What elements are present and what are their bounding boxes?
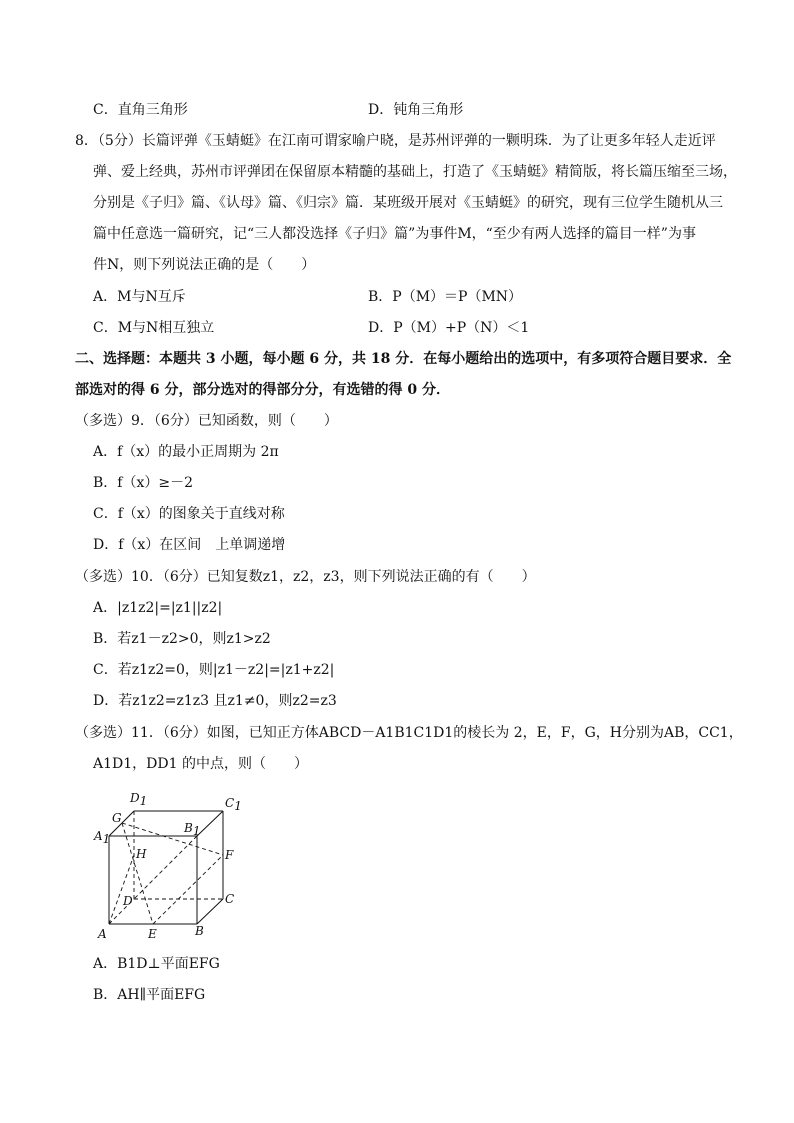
section-2-heading-line-2: 部选对的得 6 分，部分选对的得部分分，有选错的得 0 分． bbox=[75, 382, 450, 398]
q10-option-a: A．|z1z2|=|z1||z2| bbox=[93, 600, 223, 616]
label-h: H bbox=[136, 847, 147, 861]
q10-stem: （多选）10．（6分）已知复数z1，z2，z3，则下列说法正确的有（ ） bbox=[75, 569, 536, 585]
q11-stem-line-1: （多选）11．（6分）如图，已知正方体ABCD－A1B1C1D1的棱长为 2，E，F，G，H分别为AB，CC1， bbox=[75, 725, 743, 741]
section-2-heading-line-1: 二、选择题：本题共 3 小题，每小题 6 分，共 18 分．在每小题给出的选项中，有多项符合题目要求．全 bbox=[75, 351, 732, 367]
label-b1: B1 bbox=[184, 821, 201, 838]
q9-option-c: C．f（x）的图象关于直线对称 bbox=[93, 506, 285, 522]
edge-b-c bbox=[197, 899, 223, 924]
label-d: D bbox=[123, 894, 133, 908]
q7-option-d: D．钝角三角形 bbox=[368, 102, 464, 118]
q11-option-b: B．AH∥平面EFG bbox=[93, 987, 206, 1003]
q11-option-a: A．B1D⊥平面EFG bbox=[93, 956, 220, 972]
q9-option-b: B．f（x）≥－2 bbox=[93, 475, 194, 491]
q8-stem-line-4: 篇中任意选一篇研究，记“三人都没选择《子归》篇”为事件M，“至少有两人选择的篇目一样”为事 bbox=[93, 226, 696, 242]
q9-option-a: A．f（x）的最小正周期为 2π bbox=[93, 444, 279, 460]
label-e: E bbox=[148, 927, 157, 941]
q11-stem-line-2: A1D1，DD1 的中点，则（ ） bbox=[93, 756, 308, 772]
q9-option-d: D．f（x）在区间 上单调递增 bbox=[93, 537, 286, 553]
label-a: A bbox=[98, 927, 107, 941]
label-d1: D1 bbox=[130, 791, 148, 808]
q8-option-b: B．P（M）＝P（MN） bbox=[368, 289, 523, 305]
label-b: B bbox=[195, 924, 204, 938]
label-g: G bbox=[112, 811, 122, 825]
label-a1: A1 bbox=[94, 829, 111, 846]
q7-option-c: C．直角三角形 bbox=[93, 102, 188, 118]
segment-a-h bbox=[109, 855, 134, 924]
edge-b1-c1 bbox=[197, 811, 223, 836]
q10-option-c: C．若z1z2=0，则|z1－z2|=|z1+z2| bbox=[93, 662, 335, 678]
q8-stem-line-5: 件N，则下列说法正确的是（ ） bbox=[93, 257, 316, 273]
q10-option-b: B．若z1－z2>0，则z1>z2 bbox=[93, 631, 271, 647]
label-c: C bbox=[225, 892, 235, 906]
q8-option-d: D．P（M）+P（N）＜1 bbox=[368, 320, 530, 336]
q8-stem-line-3: 分别是《子归》篇、《认母》篇、《归宗》篇．某班级开展对《玉蜻蜓》的研究，现有三位学生随机从三 bbox=[93, 195, 723, 211]
q8-stem-line-2: 弹、爱上经典，苏州市评弹团在保留原本精髓的基础上，打造了《玉蜻蜓》精简版，将长篇压缩至三场， bbox=[93, 164, 737, 180]
q9-stem: （多选）9．（6分）已知函数，则（ ） bbox=[75, 413, 338, 429]
label-c1: C1 bbox=[225, 796, 242, 813]
q8-option-c: C．M与N相互独立 bbox=[93, 320, 215, 336]
q8-stem-line-1: 8．（5分）长篇评弹《玉蜻蜓》在江南可谓家喻户晓，是苏州评弹的一颗明珠．为了让更多年轻人走近评 bbox=[75, 133, 716, 149]
cube-figure bbox=[92, 786, 242, 942]
segment-b1-d bbox=[134, 836, 197, 899]
segment-e-f bbox=[153, 855, 223, 924]
label-f: F bbox=[225, 848, 234, 862]
q8-option-a: A．M与N互斥 bbox=[93, 289, 186, 305]
segment-g-e bbox=[122, 823, 153, 924]
q10-option-d: D．若z1z2=z1z3 且z1≠0，则z2=z3 bbox=[93, 693, 337, 709]
